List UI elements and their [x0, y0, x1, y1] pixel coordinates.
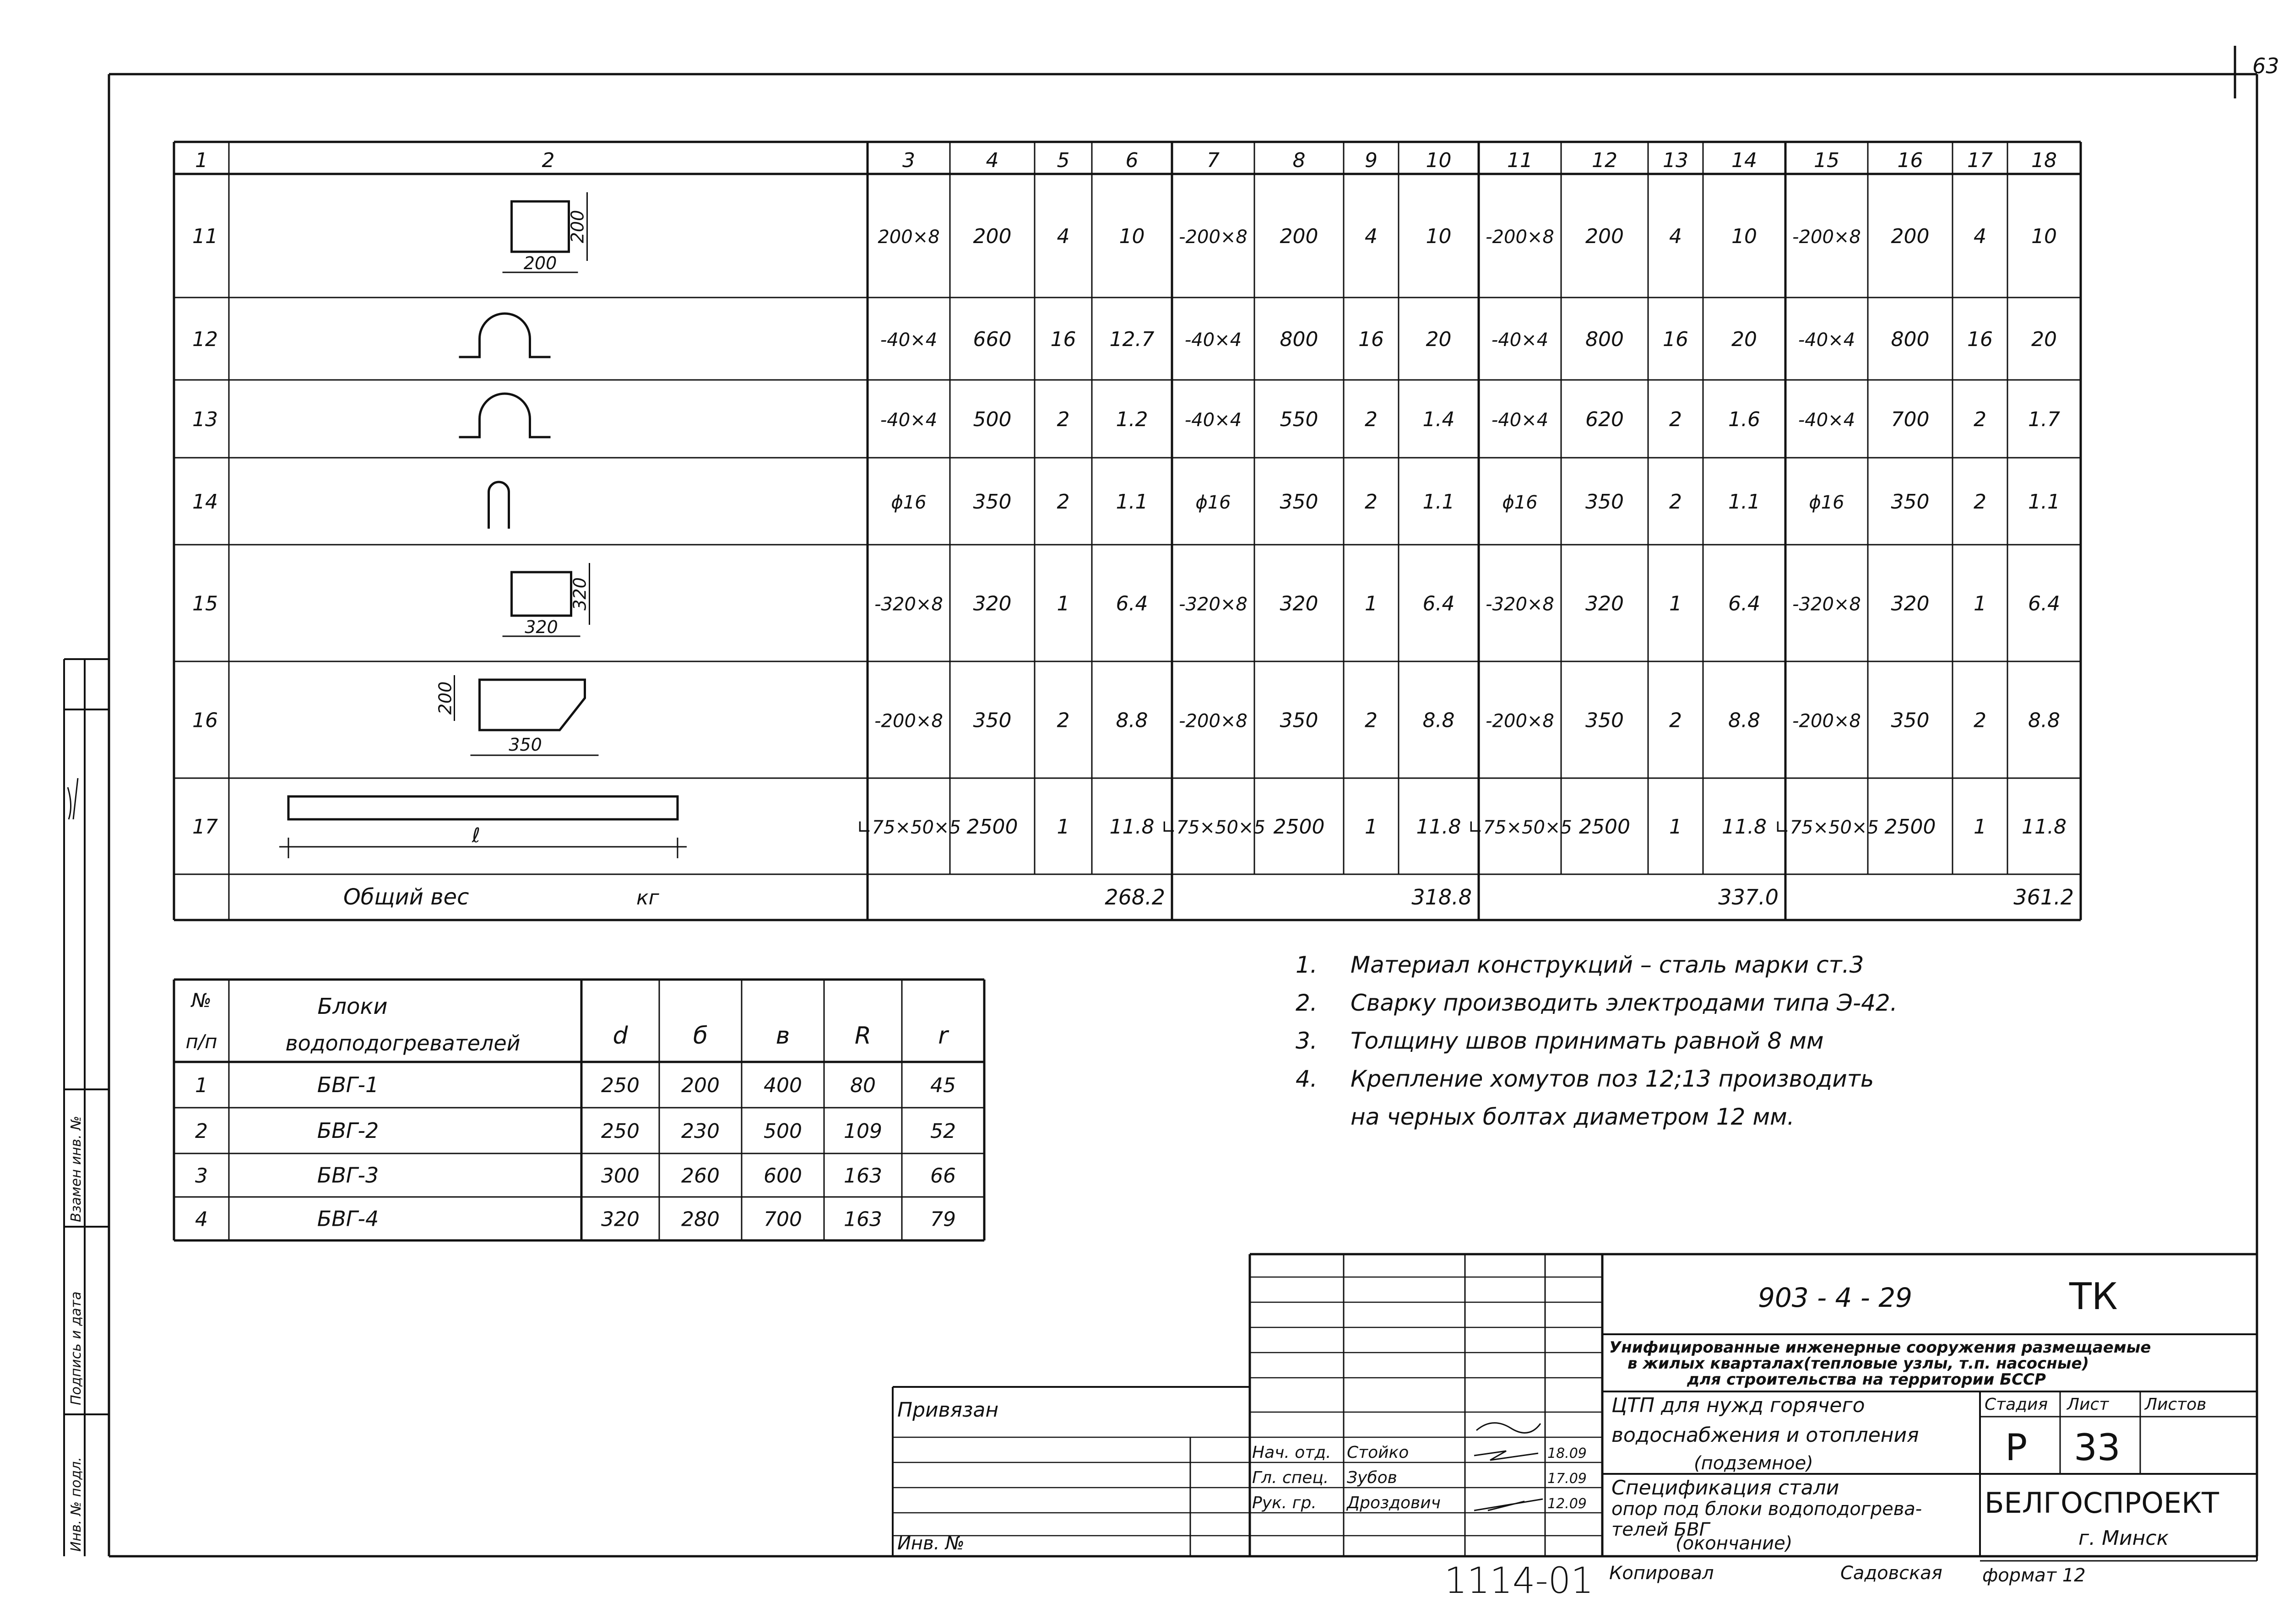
object-name-3: (подземное)	[1694, 1453, 1813, 1474]
signature-role: Гл. спец.	[1252, 1468, 1329, 1487]
spec-value: 1.1	[1422, 490, 1455, 514]
column-number: 11	[1507, 149, 1533, 172]
spec-value: 1	[1365, 592, 1378, 616]
object-name-1: ЦТП для нужд горячего	[1611, 1394, 1865, 1417]
sketch-ubolt	[489, 482, 509, 529]
company-city: г. Минск	[2078, 1527, 2169, 1550]
spec-value: 550	[1280, 408, 1318, 431]
spec-value: 20	[2031, 328, 2057, 351]
total-weight: 337.0	[1718, 885, 1779, 909]
spec-value: 1	[1057, 592, 1070, 616]
position-number: 12	[192, 328, 218, 351]
column-number: 13	[1663, 149, 1688, 172]
spec-value: -40×4	[880, 330, 938, 351]
spec-value: 1.7	[2028, 408, 2060, 431]
project-title-3: для строительства на территории БССР	[1687, 1370, 2046, 1389]
company-name: БЕЛГОСПРОЕКТ	[1985, 1486, 2219, 1520]
block-number: 1	[195, 1074, 208, 1097]
column-number: 12	[1592, 149, 1617, 172]
dim-height: 200	[567, 210, 588, 244]
header-header_r: r	[938, 1022, 948, 1050]
stamp-inv-orig: Инв. № подл.	[68, 1457, 84, 1552]
spec-value: 200	[1280, 225, 1318, 248]
spec-value: 1	[1057, 815, 1070, 839]
spec-value: 1.4	[1422, 408, 1455, 431]
spec-value: 2	[1057, 709, 1070, 732]
spec-value: 700	[1891, 408, 1930, 431]
spec-value: -40×4	[1491, 410, 1549, 431]
signature-date: 18.09	[1547, 1445, 1587, 1462]
spec-value: 1.6	[1728, 408, 1760, 431]
spec-value: -200×8	[1179, 710, 1248, 732]
total-weight: 268.2	[1105, 885, 1165, 909]
column-number: 10	[1426, 149, 1452, 172]
spec-value: -40×4	[880, 410, 938, 431]
spec-value: 2500	[966, 815, 1018, 839]
block-b1: 260	[681, 1164, 720, 1188]
column-number: 2	[542, 149, 555, 172]
dim-width: 350	[509, 735, 542, 755]
stage-label: Стадия	[1985, 1395, 2048, 1414]
spec-value: 4	[1669, 225, 1682, 248]
spec-value: ϕ16	[1502, 492, 1538, 513]
block-r: 66	[930, 1164, 956, 1188]
spec-value: -200×8	[874, 710, 943, 732]
spec-value: 350	[1280, 709, 1318, 732]
header-header_b2: в	[776, 1022, 790, 1050]
spec-value: 12.7	[1109, 328, 1155, 351]
total-label: Общий вес	[343, 884, 469, 910]
spec-value: 320	[1585, 592, 1624, 616]
spec-value: 660	[973, 328, 1012, 351]
position-number: 11	[192, 225, 218, 248]
block-b2: 600	[764, 1164, 802, 1188]
copied-label: Копировал	[1609, 1563, 1714, 1584]
spec-value: 1	[1974, 815, 1986, 839]
format-label: формат 12	[1982, 1565, 2086, 1586]
spec-value: -200×8	[1792, 710, 1861, 732]
spec-value: 2	[1974, 490, 1986, 514]
spec-value: 200	[973, 225, 1012, 248]
spec-value: 2	[1365, 709, 1378, 732]
spec-value: 6.4	[1116, 592, 1148, 616]
spec-value: 6.4	[1728, 592, 1760, 616]
sketch-angle	[279, 796, 687, 858]
note-number: 4.	[1296, 1066, 1318, 1092]
block-d: 320	[601, 1207, 640, 1231]
total-weight: 318.8	[1411, 885, 1472, 909]
spec-value: 6.4	[2028, 592, 2060, 616]
spec-value: 2	[1057, 490, 1070, 514]
object-name-2: водоснабжения и отопления	[1611, 1424, 1919, 1447]
dim-height: 320	[570, 577, 590, 611]
block-number: 2	[195, 1120, 208, 1143]
position-number: 13	[192, 408, 218, 431]
header-header_b1: б	[693, 1022, 708, 1050]
header-header_R: R	[854, 1022, 872, 1050]
note-text: Толщину швов принимать равной 8 мм	[1351, 1028, 1824, 1054]
column-number: 1	[195, 149, 208, 172]
spec-value: ϕ16	[1809, 492, 1844, 513]
spec-value: 2	[1365, 490, 1378, 514]
column-number: 9	[1365, 149, 1378, 172]
column-number: 5	[1057, 149, 1070, 172]
block-b1: 230	[681, 1120, 720, 1143]
block-b2: 400	[764, 1074, 802, 1097]
spec-value: 11.8	[1722, 815, 1767, 839]
column-number: 16	[1897, 149, 1923, 172]
spec-value: 11.8	[1109, 815, 1155, 839]
spec-value: 4	[1974, 225, 1986, 248]
note-number: 2.	[1296, 990, 1318, 1016]
dim-width: 320	[525, 617, 558, 637]
spec-value: 2	[1974, 709, 1986, 732]
header-pp: п/п	[185, 1030, 217, 1053]
spec-value: 16	[1358, 328, 1384, 351]
note-number: 1.	[1296, 952, 1318, 978]
dim-width: 200	[523, 253, 557, 273]
spec-value: 320	[1280, 592, 1318, 616]
spec-value: -40×4	[1184, 330, 1242, 351]
header-name: Блоки	[317, 994, 388, 1019]
note-text: Сварку производить электродами типа Э-42.	[1351, 990, 1898, 1016]
sheet-label: Лист	[2067, 1395, 2109, 1414]
spec-value: 2	[1669, 490, 1682, 514]
total-unit: кг	[636, 886, 659, 909]
header-name: водоподогревателей	[285, 1031, 521, 1056]
spec-value: 320	[1891, 592, 1930, 616]
stage-value: Р	[2005, 1426, 2028, 1469]
spec-value: -320×8	[1486, 594, 1554, 615]
note-text: Материал конструкций – сталь марки ст.3	[1351, 952, 1864, 978]
spec-value: 350	[1891, 709, 1930, 732]
spec-value: -320×8	[1792, 594, 1861, 615]
spec-value: 2500	[1579, 815, 1630, 839]
spec-value: -200×8	[1179, 227, 1248, 248]
spec-value: -40×4	[1798, 330, 1855, 351]
note-text: на черных болтах диаметром 12 мм.	[1351, 1104, 1795, 1130]
column-number: 3	[902, 149, 915, 172]
inv-no-label: Инв. №	[897, 1533, 965, 1554]
spec-value: 20	[1731, 328, 1757, 351]
dim-height: 200	[435, 681, 456, 715]
spec-value: -200×8	[1792, 227, 1861, 248]
block-name: БВГ-4	[317, 1206, 379, 1231]
sheets-label: Листов	[2145, 1395, 2207, 1414]
spec-value: 1.1	[1116, 490, 1148, 514]
spec-value: 8.8	[2028, 709, 2060, 732]
spec-value: 2500	[1884, 815, 1936, 839]
column-number: 15	[1814, 149, 1839, 172]
spec-value: 350	[1585, 490, 1624, 514]
block-name: БВГ-3	[317, 1163, 379, 1188]
archive-number: 1114-01	[1444, 1560, 1594, 1602]
stamp-sign-date: Подпись и дата	[68, 1291, 84, 1405]
spec-value: 10	[1426, 225, 1452, 248]
project-title-2: в жилых кварталах(тепловые узлы, т.п. насосные)	[1627, 1354, 2089, 1373]
spec-value: 620	[1585, 408, 1624, 431]
position-number: 17	[192, 815, 218, 839]
block-R: 80	[850, 1074, 876, 1097]
copied-name: Садовская	[1840, 1563, 1942, 1584]
spec-value: 11.8	[1416, 815, 1461, 839]
spec-value: 800	[1280, 328, 1318, 351]
spec-value: -40×4	[1491, 330, 1549, 351]
page-number: 63	[2252, 54, 2279, 78]
spec-value: ∟75×50×5	[1161, 817, 1265, 838]
blocks-table	[174, 980, 984, 1240]
spec-value: 10	[2031, 225, 2057, 248]
spec-value: 8.8	[1422, 709, 1455, 732]
block-b1: 200	[681, 1074, 720, 1097]
spec-value: 2	[1057, 408, 1070, 431]
spec-value: 16	[1663, 328, 1688, 351]
spec-value: ∟75×50×5	[1468, 817, 1572, 838]
spec-value: 16	[1967, 328, 1993, 351]
spec-table	[174, 142, 2081, 920]
spec-value: 8.8	[1728, 709, 1760, 732]
spec-value: 2	[1669, 709, 1682, 732]
spec-value: 200	[1891, 225, 1930, 248]
spec-value: -40×4	[1184, 410, 1242, 431]
block-R: 163	[844, 1207, 882, 1231]
total-weight: 361.2	[2013, 885, 2074, 909]
header-no: №	[191, 989, 212, 1012]
spec-value: 1	[1974, 592, 1986, 616]
spec-value: 500	[973, 408, 1012, 431]
spec-value: 1.1	[1728, 490, 1760, 514]
block-b1: 280	[681, 1207, 720, 1231]
spec-value: ϕ16	[1195, 492, 1231, 513]
spec-value: 350	[973, 490, 1012, 514]
sheet-name-2: опор под блоки водоподогрева-	[1611, 1499, 1922, 1520]
spec-value: 1	[1669, 815, 1682, 839]
spec-value: 800	[1891, 328, 1930, 351]
spec-value: 2	[1365, 408, 1378, 431]
block-r: 45	[930, 1074, 956, 1097]
block-r: 79	[930, 1207, 956, 1231]
spec-value: 1	[1365, 815, 1378, 839]
spec-value: 2	[1669, 408, 1682, 431]
spec-value: 4	[1365, 225, 1378, 248]
notes	[1296, 952, 1898, 1130]
spec-value: 350	[1891, 490, 1930, 514]
doc-code: 903 - 4 - 29	[1758, 1282, 1913, 1313]
column-number: 8	[1292, 149, 1306, 172]
block-r: 52	[930, 1120, 956, 1143]
spec-value: ∟75×50×5	[1774, 817, 1879, 838]
spec-value: 20	[1426, 328, 1452, 351]
signature-date: 12.09	[1547, 1496, 1587, 1512]
spec-value: 4	[1057, 225, 1070, 248]
stamp-replace-inv: Взамен инв. №	[68, 1115, 84, 1222]
privyazan-label: Привязан	[897, 1398, 999, 1422]
note-number: 3.	[1296, 1028, 1318, 1054]
spec-value: 10	[1731, 225, 1757, 248]
spec-value: -320×8	[1179, 594, 1248, 615]
column-number: 18	[2031, 149, 2057, 172]
spec-value: 350	[973, 709, 1012, 732]
spec-value: 16	[1050, 328, 1076, 351]
position-number: 14	[192, 490, 218, 514]
block-b2: 700	[764, 1207, 802, 1231]
block-R: 163	[844, 1164, 882, 1188]
spec-value: -200×8	[1486, 710, 1554, 732]
signature-name: Стойко	[1347, 1443, 1409, 1462]
sheet-name-1: Спецификация стали	[1611, 1476, 1839, 1499]
sheet-name-3: телей БВГ	[1611, 1519, 1709, 1540]
spec-value: 1.2	[1116, 408, 1148, 431]
signature-role: Рук. гр.	[1252, 1494, 1317, 1512]
spec-value: ϕ16	[891, 492, 927, 513]
sketch-clamp	[459, 394, 551, 437]
spec-value: 350	[1280, 490, 1318, 514]
column-number: 7	[1207, 149, 1220, 172]
block-name: БВГ-2	[317, 1118, 379, 1143]
column-number: 14	[1731, 149, 1757, 172]
signature-name: Зубов	[1347, 1468, 1397, 1487]
spec-value: 11.8	[2022, 815, 2067, 839]
signature-role: Нач. отд.	[1252, 1443, 1331, 1462]
project-title-1: Унифицированные инженерные сооружения размещаемые	[1609, 1338, 2151, 1357]
position-number: 15	[192, 592, 218, 616]
position-number: 16	[192, 709, 218, 732]
note-text: Крепление хомутов поз 12;13 производить	[1351, 1066, 1874, 1092]
spec-value: 350	[1585, 709, 1624, 732]
signature-date: 17.09	[1547, 1471, 1587, 1487]
sketch-clamp	[459, 314, 551, 357]
spec-value: 6.4	[1422, 592, 1455, 616]
spec-value: ∟75×50×5	[857, 817, 961, 838]
spec-value: 8.8	[1116, 709, 1148, 732]
block-R: 109	[844, 1120, 882, 1143]
block-d: 250	[601, 1074, 640, 1097]
spec-value: -200×8	[1486, 227, 1554, 248]
block-b2: 500	[764, 1120, 802, 1143]
column-number: 6	[1125, 149, 1139, 172]
column-number: 17	[1967, 149, 1993, 172]
doc-mark: ТК	[2069, 1275, 2118, 1318]
column-number: 4	[986, 149, 999, 172]
signature-name: Дроздович	[1347, 1494, 1441, 1512]
spec-value: 10	[1119, 225, 1145, 248]
dim-length: ℓ	[472, 824, 481, 847]
block-d: 250	[601, 1120, 640, 1143]
block-name: БВГ-1	[317, 1072, 379, 1097]
block-d: 300	[601, 1164, 640, 1188]
spec-value: -320×8	[874, 594, 943, 615]
block-number: 3	[195, 1164, 208, 1188]
spec-value: 320	[973, 592, 1012, 616]
spec-value: 1	[1669, 592, 1682, 616]
header-header_d: d	[613, 1022, 628, 1050]
spec-value: 200	[1585, 225, 1624, 248]
spec-value: 800	[1585, 328, 1624, 351]
block-number: 4	[195, 1207, 208, 1231]
spec-value: 2500	[1273, 815, 1325, 839]
sheet-value: 33	[2074, 1426, 2121, 1469]
sheet-name-4: (окончание)	[1676, 1533, 1793, 1554]
spec-value: -40×4	[1798, 410, 1855, 431]
spec-value: 2	[1974, 408, 1986, 431]
spec-value: 1.1	[2028, 490, 2060, 514]
spec-value: 200×8	[878, 227, 940, 248]
